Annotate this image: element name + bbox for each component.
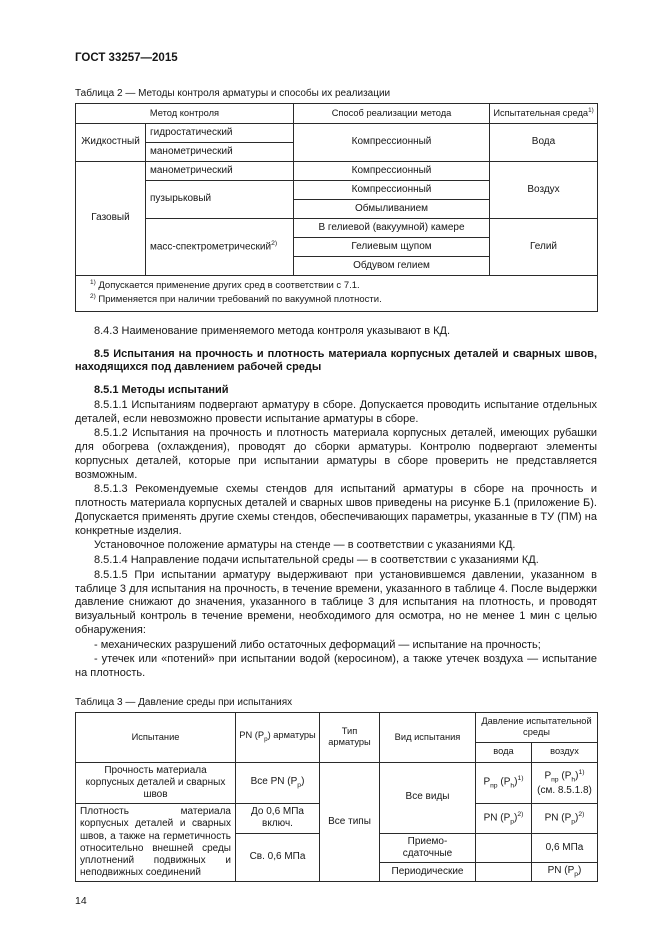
list-item-strength: - механических разрушений либо остаточных деформаций — испытание на прочность;: [94, 638, 541, 651]
t2-cell-manometric-gas: манометрический: [146, 162, 294, 181]
t2-cell-compression-gas2: Компрессионный: [294, 181, 490, 200]
table2-footnote-2: $^{2)}$ Применяется при наличии требований по вакуумной плотности.: [90, 292, 382, 306]
table3: [75, 712, 598, 882]
para-8-5-1-5: 8.5.1.5 При испытании арматуру выдерживают при установившемся давлении, указанном в таблице 3 для испытания на прочность, в течение времени, указанного в таблице 4. После выдержки давление снижают до значения, указанного в таблице 3 для испытания на плотность, и проводят визуальный контроль в течение времени, необходимого для осмотра, но не менее 1 мин с целью обнаружения:: [75, 568, 597, 636]
page-content: [75, 52, 597, 907]
t3-header-kind: Вид испытания: [380, 712, 476, 762]
t2-cell-manometric-liquid: манометрический: [146, 143, 294, 162]
t3-cell-all-types: Все типы: [320, 762, 380, 882]
para-8-5-1-2: 8.5.1.2 Испытания на прочность и плотность материала корпусных деталей, имеющих рубашки для обогрева (охлаждения), проводят до сборки арматуры. Контролю подвергают элементы корпусных деталей, которые при испытании арматуры в сборе проверить не представляется возможным.: [75, 427, 597, 481]
document-number: ГОСТ 33257—2015: [75, 52, 178, 64]
t3-cell-pn-air: PN $(P_р)^{2)}$: [532, 804, 598, 833]
t3-cell-tightness: Плотность материала корпусных деталей и сварных швов, а также на герметичность относительно внешней среды уплотнений подвижных и неподвижных соединений: [76, 804, 236, 882]
t3-cell-to-06: До 0,6 МПа включ.: [236, 804, 320, 833]
t2-header-method: Метод контроля: [76, 104, 294, 124]
t3-cell-all-pn: Все PN $(P_р)$: [236, 762, 320, 804]
t3-cell-acceptance-air: 0,6 МПа: [532, 833, 598, 862]
t2-cell-helium-blow: Обдувом гелием: [294, 257, 490, 276]
t2-header-medium: Испытательная среда$^{1)}$: [490, 104, 598, 124]
table3-caption: Таблица 3 — Давление среды при испытаниях: [75, 696, 293, 708]
t2-cell-mass-spectrometric: масс-спектрометрический$^{2)}$: [146, 219, 294, 276]
para-8-5-1-1: 8.5.1.1 Испытаниям подвергают арматуру в сборе. Допускается проводить испытание отдельных деталей, если невозможно провести испытание арматуры в сборе.: [75, 398, 597, 425]
page-number: 14: [75, 895, 87, 908]
table2: [75, 103, 598, 312]
t3-cell-all-kinds: Все виды: [380, 762, 476, 833]
t2-cell-hydrostatic: гидростатический: [146, 124, 294, 143]
para-mounting-position: Установочное положение арматуры на стенде — в соответствии с указаниями КД.: [94, 539, 516, 552]
t3-header-pressure-group: Давление испытательной среды: [476, 712, 598, 742]
para-8-5-1-4: 8.5.1.4 Направление подачи испытательной среды — в соответствии с указаниями КД.: [94, 554, 539, 567]
t3-cell-ppr-air: $P_{пр}$ $(P_h)^{1)}$ (см. 8.5.1.8): [532, 762, 598, 804]
t3-cell-water-periodic-empty: [476, 863, 532, 882]
t3-header-water: вода: [476, 742, 532, 762]
t3-cell-acceptance: Приемо-сдаточные: [380, 833, 476, 862]
heading-8-5-1: 8.5.1 Методы испытаний: [94, 384, 229, 397]
t2-cell-liquid: Жидкостный: [76, 124, 146, 162]
t2-header-realization: Способ реализации метода: [294, 104, 490, 124]
t3-header-test: Испытание: [76, 712, 236, 762]
table2-footnote-row: [76, 276, 598, 312]
t3-cell-periodic: Периодические: [380, 863, 476, 882]
table-row: [76, 162, 598, 181]
t3-cell-pn-water: PN $(P_р)^{2)}$: [476, 804, 532, 833]
table2-footnotes: [76, 276, 598, 312]
t3-header-pn: PN $(P_р)$ арматуры: [236, 712, 320, 762]
t2-cell-compression-liquid: Компрессионный: [294, 124, 490, 162]
t3-header-air: воздух: [532, 742, 598, 762]
t2-cell-compression-gas1: Компрессионный: [294, 162, 490, 181]
t3-cell-ppr-water: $P_{пр}$ $(P_h)^{1)}$: [476, 762, 532, 804]
t2-cell-gas: Газовый: [76, 162, 146, 276]
table2-caption: Таблица 2 — Методы контроля арматуры и способы их реализации: [75, 88, 391, 99]
table-row: [76, 124, 598, 143]
t2-cell-helium-chamber: В гелиевой (вакуумной) камере: [294, 219, 490, 238]
list-item-tightness: - утечек или «потений» при испытании водой (керосином), а также утечек воздуха — испытание на плотность.: [75, 653, 597, 680]
para-8-4-3: 8.4.3 Наименование применяемого метода контроля указывают в КД.: [94, 324, 451, 337]
heading-8-5: 8.5 Испытания на прочность и плотность материала корпусных деталей и сварных швов, находящихся под давлением рабочей среды: [75, 347, 597, 374]
t3-cell-over-06: Св. 0,6 МПа: [236, 833, 320, 882]
t3-header-type: Тип арматуры: [320, 712, 380, 762]
table-row: [76, 762, 598, 804]
t2-cell-air: Воздух: [490, 162, 598, 219]
t2-cell-soaping: Обмыливанием: [294, 200, 490, 219]
t2-cell-helium-probe: Гелиевым щупом: [294, 238, 490, 257]
t2-cell-bubble: пузырьковый: [146, 181, 294, 219]
t3-cell-strength: Прочность материала корпусных деталей и сварных швов: [76, 762, 236, 804]
table2-footnote-1: $^{1)}$ Допускается применение других сред в соответствии с 7.1.: [90, 279, 360, 292]
t2-cell-helium: Гелий: [490, 219, 598, 276]
t2-cell-water: Вода: [490, 124, 598, 162]
t3-cell-periodic-air: PN $(P_р)$: [532, 863, 598, 882]
table-row: [76, 219, 598, 238]
t3-cell-water-acceptance-empty: [476, 833, 532, 862]
para-8-5-1-3: 8.5.1.3 Рекомендуемые схемы стендов для испытаний арматуры в сборе на прочность и плотность материала корпусных деталей и сварных швов приведены на рисунке Б.1 (приложение Б). Допускается применять другие схемы стендов, обеспечивающих параметры, указанные в ТУ (ПМ) на конкретные изделия.: [75, 483, 597, 537]
